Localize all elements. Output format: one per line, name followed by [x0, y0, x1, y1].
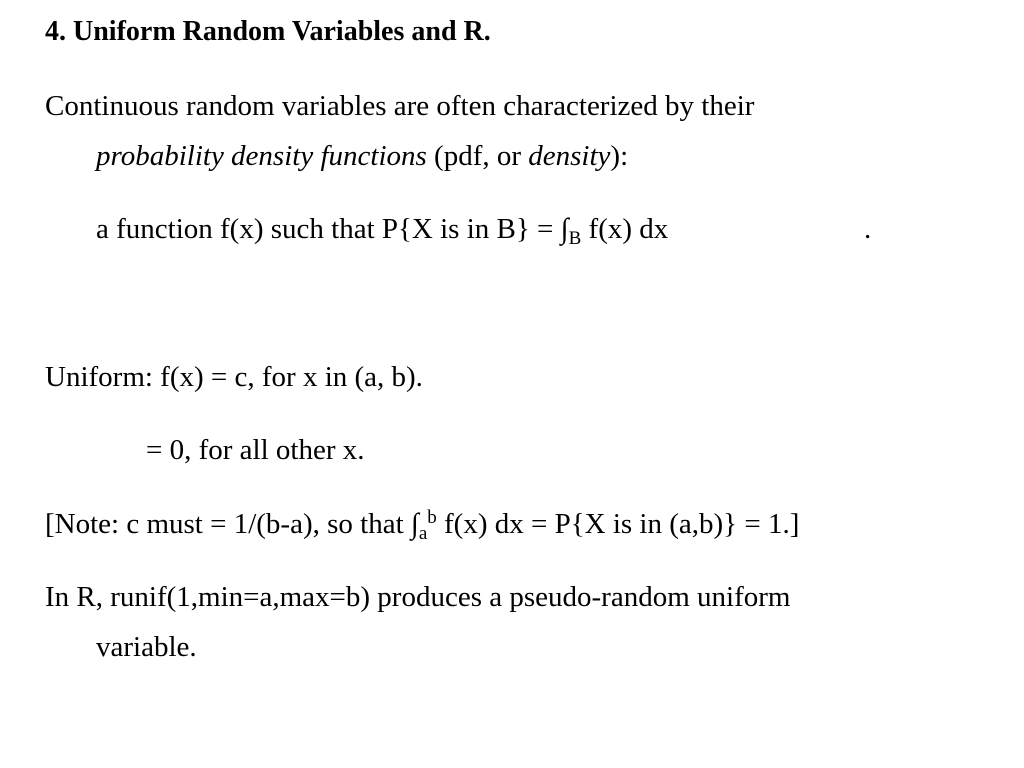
- definition-suffix: f(x) dx: [581, 213, 669, 245]
- definition-line: [96, 211, 668, 247]
- note-prefix: [Note: c must = 1/(b-a), so that ∫: [45, 508, 419, 540]
- intro-line-1: Continuous random variables are often characterized by their: [45, 90, 755, 122]
- note-line: [45, 506, 799, 542]
- intro-line-2: [96, 138, 628, 174]
- definition-prefix: a function f(x) such that P{X is in B} = ∫: [96, 213, 569, 245]
- intro-mid-text: (pdf, or: [426, 140, 529, 172]
- uniform-line-1: Uniform: f(x) = c, for x in (a, b).: [45, 361, 423, 393]
- definition-trailing-period: .: [864, 213, 872, 245]
- intro-italic-pdf: probability density functions: [96, 140, 427, 172]
- r-text-line-2: variable.: [96, 631, 197, 663]
- note-suffix: f(x) dx = P{X is in (a,b)} = 1.]: [436, 508, 800, 540]
- note-subscript: a: [418, 523, 428, 544]
- definition-subscript: B: [568, 228, 582, 249]
- r-text-line-1: In R, runif(1,min=a,max=b) produces a pseudo-random uniform: [45, 581, 791, 613]
- intro-end-text: ):: [610, 140, 629, 172]
- uniform-line-2: = 0, for all other x.: [146, 434, 365, 466]
- intro-italic-density: density: [528, 140, 611, 172]
- slide-title: 4. Uniform Random Variables and R.: [45, 16, 491, 47]
- note-superscript: b: [427, 507, 437, 528]
